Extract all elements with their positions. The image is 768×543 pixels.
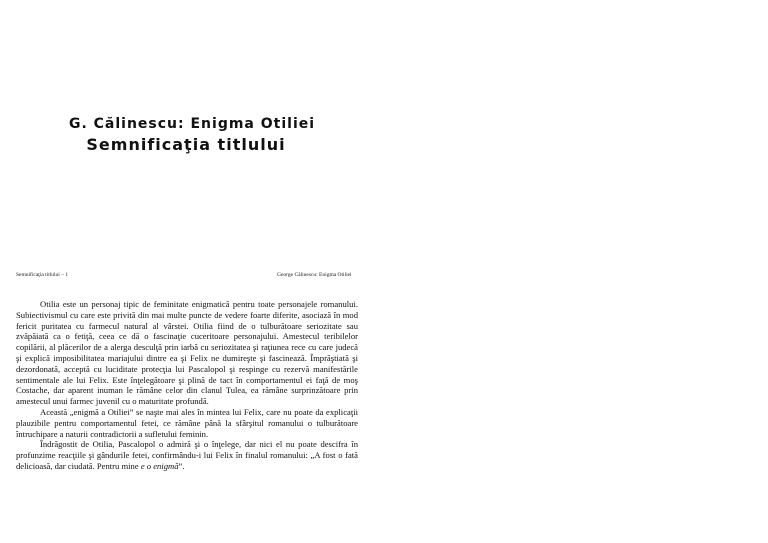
page-title: G. Călinescu: Enigma Otiliei [68, 116, 316, 132]
title-block [0, 116, 372, 154]
running-header-right: George Călinescu: Enigma Otiliei [277, 272, 352, 278]
running-header-left: Semnificaţia titlului – 1 [16, 272, 69, 278]
page-subtitle: Semnificaţia titlului [86, 135, 286, 154]
paragraph-3-text: Îndrăgostit de Otilia, Pascalopol o admiră şi o înţelege, dar nici el nu poate descifra în profunzime reacţiile şi gândurile fetei, confirmându-i lui Felix în finalul romanului: „A fost o fată delicioasă, dar ciudată. Pentru mine [16, 439, 358, 471]
paragraph-1: Otilia este un personaj tipic de feminitate enigmatică pentru toate personajele romanului. Subiectivismul cu care este privită din mai multe puncte de vedere foarte diferite, asociază în mod fericit puritatea cu farmecul natural al vârstei. Otilia fiind de o tulburătoare seriozitate sau zvăpăiată ca o fetiţă, ceea ce dă o fascinaţie cuceritoare personajului. Amestecul teribilelor copilării, al plăcerilor de a alerga desculţă prin iarbă cu seriozitatea şi raţiunea rece cu care judecă şi explică imposibilitatea mariajului dintre ea şi Felix ne dumireşte şi fascinează. Împrăştiată şi dezordonată, acceptă cu luciditate protecţia lui Pascalopol şi respinge cu rezervă manifestările sentimentale ale lui Felix. Este înţelegătoare şi plină de tact în comportamentul ei faţă de moş Costache, dar aparent inuman le rămâne celor din clanul Tulea, ea rămâne surprinzătoare prin amestecul unui farmec juvenil cu o maturitate profundă. [16, 299, 358, 407]
paragraph-3 [16, 439, 358, 471]
body-text [16, 299, 358, 472]
quote-italic: e o enigmă [140, 460, 179, 471]
paragraph-2: Această „enigmă a Otiliei” se naşte mai ales în mintea lui Felix, care nu poate da explicaţii plauzibile pentru comportamentul fetei, ce rămâne până la sfârşitul romanului o tulburătoare întruchipare a naturii contradictorii a sufletului feminin. [16, 406, 358, 439]
quote-end: ”. [178, 460, 185, 471]
